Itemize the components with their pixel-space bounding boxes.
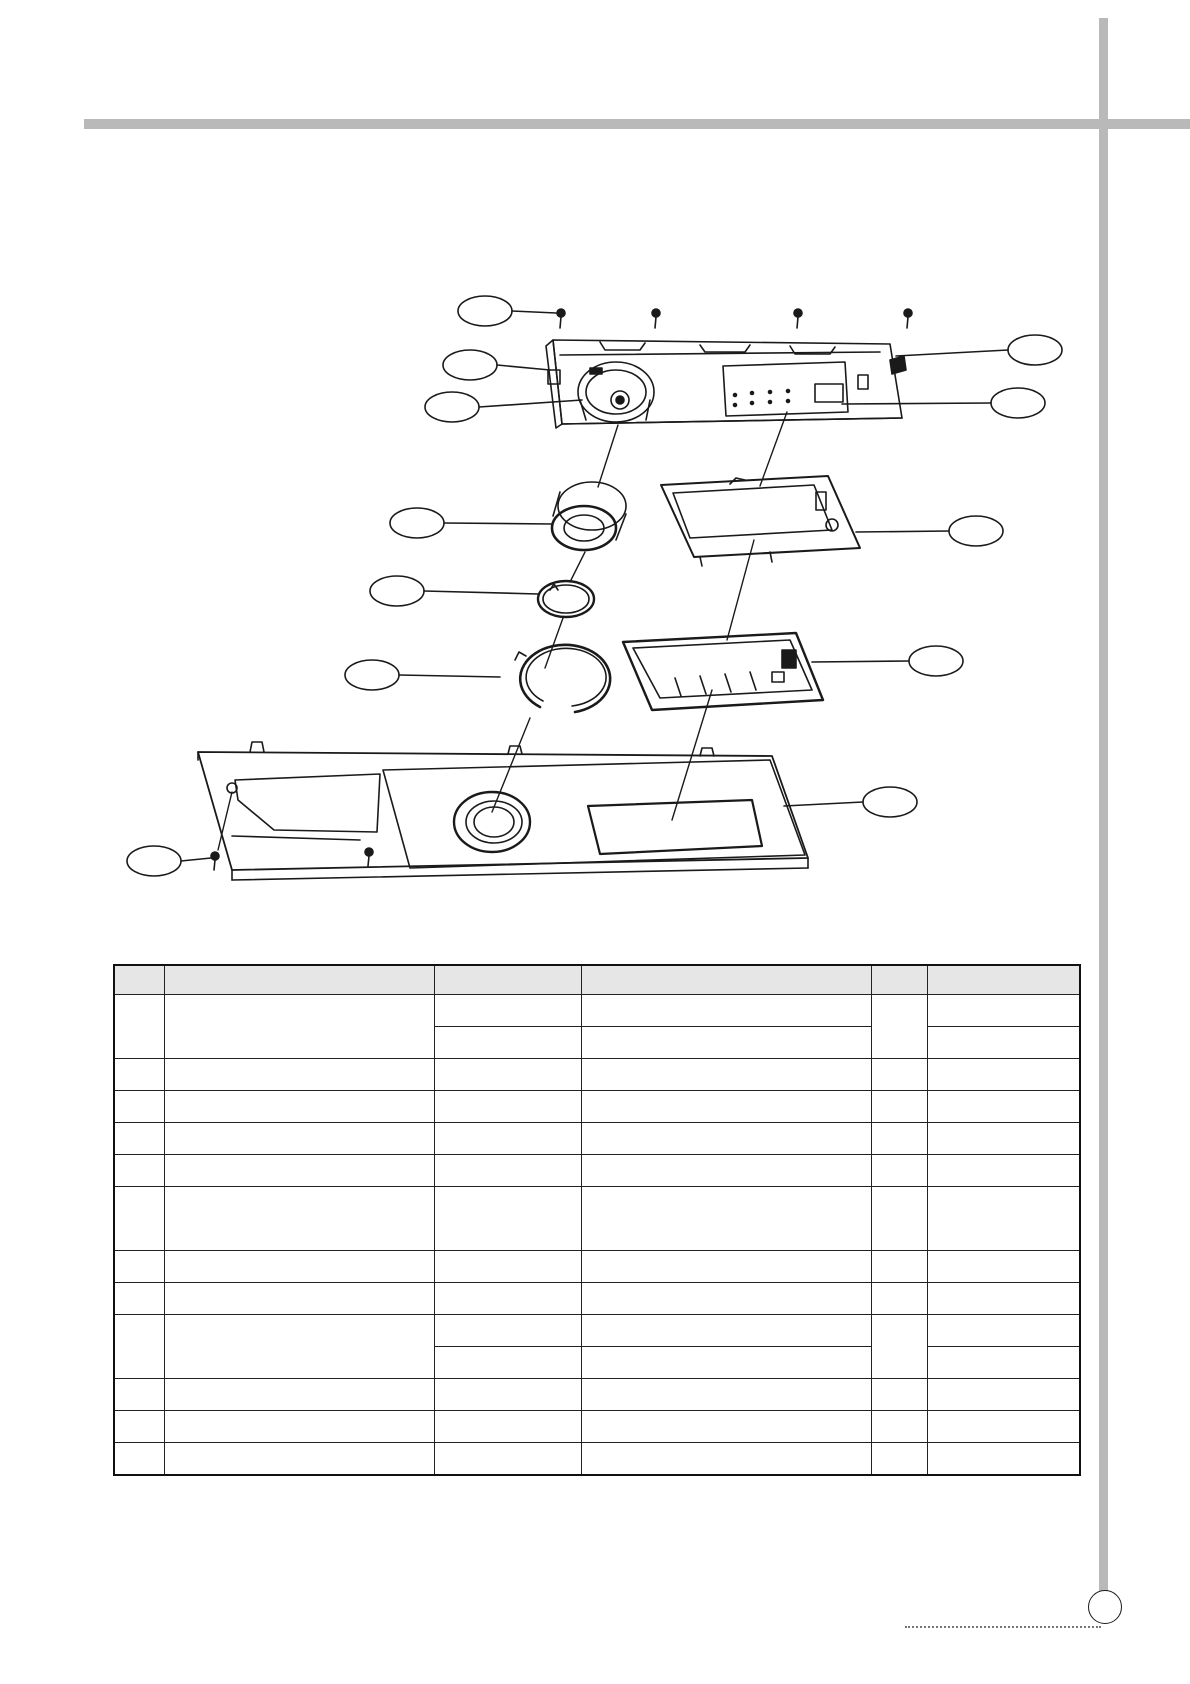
callout-5 <box>370 576 538 606</box>
table-row <box>114 995 1080 1027</box>
rotary-encoder <box>578 362 654 422</box>
pcb-housing <box>546 340 906 428</box>
assembly-leader-lines <box>218 412 787 850</box>
control-panel <box>198 742 808 880</box>
header-cell-qty <box>871 965 927 995</box>
callout-9 <box>842 388 1045 418</box>
header-cell-no <box>114 965 164 995</box>
callout-7 <box>127 846 211 876</box>
callout-12 <box>784 787 917 817</box>
parts-list-table <box>113 964 1081 1476</box>
table-row <box>114 1379 1080 1411</box>
screw-top-3 <box>794 309 802 328</box>
footer-dotted-rule <box>905 1626 1101 1628</box>
table-row <box>114 1411 1080 1443</box>
screw-top-4 <box>904 309 912 328</box>
table-header-row <box>114 965 1080 995</box>
callout-1 <box>458 296 556 326</box>
button-holder <box>623 633 823 710</box>
knob <box>552 482 626 550</box>
table-row <box>114 1059 1080 1091</box>
screw-top-2 <box>652 309 660 328</box>
callout-2 <box>443 350 550 380</box>
knob-inner-ring <box>538 581 594 617</box>
callout-8 <box>896 335 1062 365</box>
screw-top-1 <box>557 309 565 328</box>
table-row <box>114 1283 1080 1315</box>
header-cell-description <box>581 965 871 995</box>
table-row <box>114 1443 1080 1476</box>
callout-11 <box>812 646 963 676</box>
knob-retainer-ring <box>515 645 610 712</box>
page-number-marker <box>1088 1590 1122 1624</box>
callout-4 <box>390 508 552 538</box>
table-row <box>114 1155 1080 1187</box>
table-row <box>114 1123 1080 1155</box>
table-row <box>114 1315 1080 1347</box>
header-cell-part-code <box>434 965 581 995</box>
callout-10 <box>856 516 1003 546</box>
callout-6 <box>345 660 500 690</box>
header-cell-part-name <box>164 965 434 995</box>
display-frame <box>661 476 860 566</box>
table-row <box>114 1187 1080 1251</box>
table-row <box>114 1091 1080 1123</box>
table-row <box>114 1251 1080 1283</box>
header-cell-remark <box>927 965 1080 995</box>
